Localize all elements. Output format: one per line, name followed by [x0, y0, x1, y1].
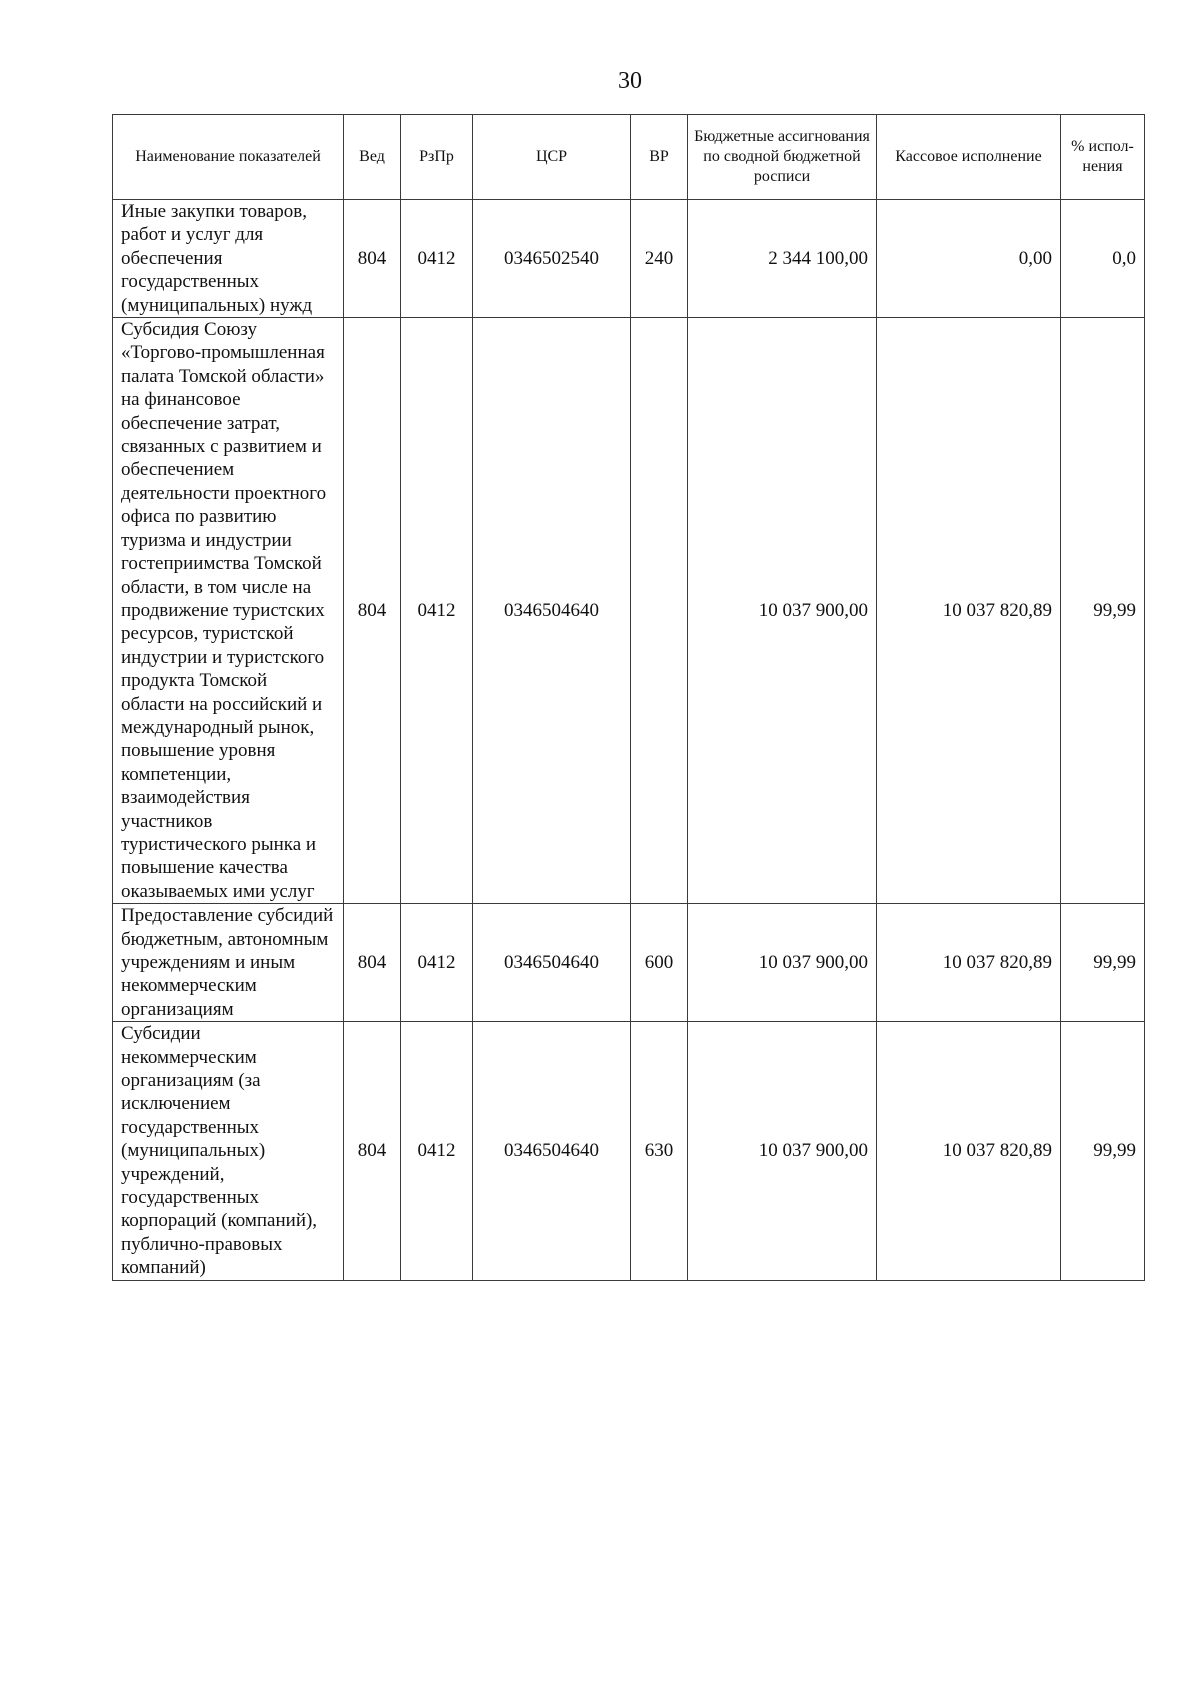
cell-rzpr: 0412 [401, 1022, 473, 1280]
cell-percent: 99,99 [1061, 1022, 1145, 1280]
cell-ved: 804 [344, 904, 401, 1022]
cell-allocations: 10 037 900,00 [688, 904, 877, 1022]
header-percent: % испол-нения [1061, 115, 1145, 200]
table-header-row [113, 115, 1145, 200]
cell-csr: 0346504640 [473, 1022, 631, 1280]
table-row [113, 318, 1145, 904]
cell-cash-execution: 0,00 [877, 200, 1061, 318]
cell-cash-execution: 10 037 820,89 [877, 318, 1061, 904]
cell-vr: 630 [631, 1022, 688, 1280]
cell-csr: 0346504640 [473, 318, 631, 904]
cell-percent: 99,99 [1061, 904, 1145, 1022]
table-row [113, 904, 1145, 1022]
cell-percent: 0,0 [1061, 200, 1145, 318]
header-name: Наименование показателей [113, 115, 344, 200]
header-allocations: Бюджетные ассигнования по сводной бюджетной росписи [688, 115, 877, 200]
page-number: 30 [618, 68, 642, 94]
header-ved: Вед [344, 115, 401, 200]
cell-vr: 600 [631, 904, 688, 1022]
cell-name: Предоставление субсидий бюджетным, автономным учреждениям и иным некоммерческим организациям [113, 904, 344, 1022]
header-rzpr: РзПр [401, 115, 473, 200]
cell-allocations: 10 037 900,00 [688, 318, 877, 904]
budget-execution-table [112, 114, 1145, 1281]
cell-csr: 0346504640 [473, 904, 631, 1022]
header-vr: ВР [631, 115, 688, 200]
cell-rzpr: 0412 [401, 200, 473, 318]
cell-allocations: 2 344 100,00 [688, 200, 877, 318]
header-cash-execution: Кассовое исполнение [877, 115, 1061, 200]
cell-cash-execution: 10 037 820,89 [877, 1022, 1061, 1280]
cell-ved: 804 [344, 200, 401, 318]
cell-cash-execution: 10 037 820,89 [877, 904, 1061, 1022]
cell-csr: 0346502540 [473, 200, 631, 318]
header-csr: ЦСР [473, 115, 631, 200]
cell-rzpr: 0412 [401, 904, 473, 1022]
cell-name: Иные закупки товаров, работ и услуг для обеспечения государственных (муниципальных) нужд [113, 200, 344, 318]
cell-ved: 804 [344, 1022, 401, 1280]
table-row [113, 200, 1145, 318]
cell-vr: 240 [631, 200, 688, 318]
cell-percent: 99,99 [1061, 318, 1145, 904]
cell-ved: 804 [344, 318, 401, 904]
cell-name: Субсидия Союзу «Торгово-промышленная палата Томской области» на финансовое обеспечение затрат, связанных с развитием и обеспечением деятельности проектного офиса по развитию туризма и индустрии гостеприимства Томской области, в том числе на продвижение туристских ресурсов, туристской индустрии и туристского продукта Томской области на российский и международный рынок, повышение уровня компетенции, взаимодействия участников туристического рынка и повышение качества оказываемых ими услуг [113, 318, 344, 904]
cell-allocations: 10 037 900,00 [688, 1022, 877, 1280]
table-row [113, 1022, 1145, 1280]
cell-rzpr: 0412 [401, 318, 473, 904]
cell-vr [631, 318, 688, 904]
cell-name: Субсидии некоммерческим организациям (за исключением государственных (муниципальных) учреждений, государственных корпораций (компаний), публично-правовых компаний) [113, 1022, 344, 1280]
